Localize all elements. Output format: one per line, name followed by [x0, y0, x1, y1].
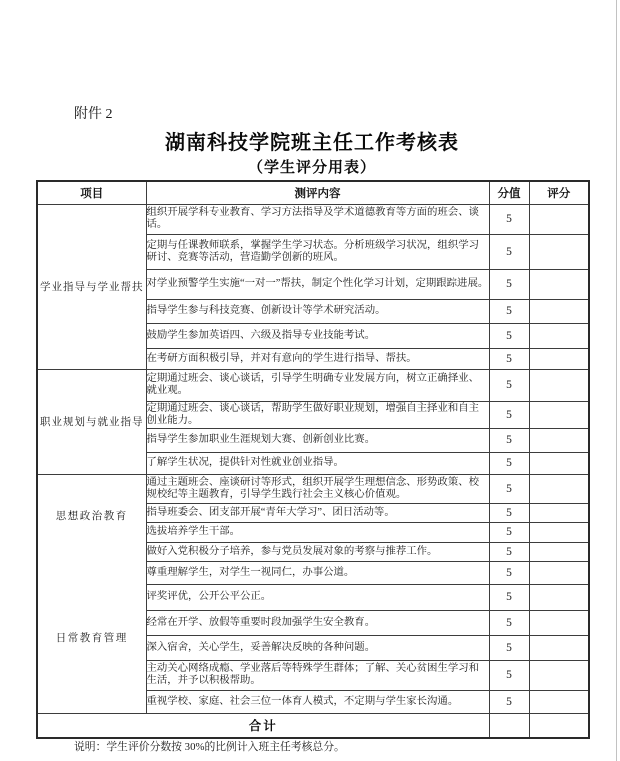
criteria-text: 评奖评优，公开公平公正。 — [146, 584, 489, 610]
column-header-item: 项目 — [37, 181, 146, 204]
criteria-text: 定期通过班会、谈心谈话，引导学生明确专业发展方向，树立正确择业、就业观。 — [146, 369, 489, 401]
assessment-table — [36, 180, 590, 739]
page-title: 湖南科技学院班主任工作考核表 — [165, 132, 459, 154]
table-row — [37, 369, 589, 401]
criteria-text: 主动关心网络成瘾、学业落后等特殊学生群体；了解、关心贫困生学习和生活，并予以积极帮助。 — [146, 660, 489, 690]
score-value: 5 — [489, 452, 529, 474]
criteria-text: 鼓励学生参加英语四、六级及指导专业技能考试。 — [146, 323, 489, 348]
score-value: 5 — [489, 561, 529, 584]
score-input-cell — [529, 635, 589, 660]
score-value: 5 — [489, 204, 529, 234]
page-subtitle: （学生评分用表） — [247, 160, 376, 176]
score-value: 5 — [489, 660, 529, 690]
score-value: 5 — [489, 522, 529, 542]
total-row — [37, 713, 589, 738]
category-label-daily-management: 日常教育管理 — [55, 632, 128, 644]
score-input-cell — [529, 452, 589, 474]
score-value: 5 — [489, 369, 529, 401]
category-cell-merged — [37, 474, 146, 713]
criteria-text: 指导学生参加职业生涯规划大赛、创新创业比赛。 — [146, 428, 489, 452]
score-input-cell — [529, 401, 589, 428]
score-value: 5 — [489, 584, 529, 610]
criteria-text: 组织开展学科专业教育、学习方法指导及学术道德教育等方面的班会、谈话。 — [146, 204, 489, 234]
criteria-text: 指导学生参与科技竞赛、创新设计等学术研究活动。 — [146, 299, 489, 323]
criteria-text: 定期与任课教师联系，掌握学生学习状态。分析班级学习状况，组织学习研讨、竞赛等活动，营造勤学创新的班风。 — [146, 234, 489, 269]
criteria-text: 经常在开学、放假等重要时段加强学生安全教育。 — [146, 610, 489, 635]
score-input-cell — [529, 348, 589, 369]
score-input-cell — [529, 323, 589, 348]
criteria-text: 尊重理解学生，对学生一视同仁，办事公道。 — [146, 561, 489, 584]
category-cell-academic-guidance: 学业指导与学业帮扶 — [37, 204, 146, 369]
total-score-value-cell — [489, 713, 529, 738]
score-input-cell — [529, 204, 589, 234]
score-value: 5 — [489, 323, 529, 348]
score-value: 5 — [489, 401, 529, 428]
score-input-cell — [529, 660, 589, 690]
criteria-text: 定期通过班会、谈心谈话，帮助学生做好职业规划，增强自主择业和自主创业能力。 — [146, 401, 489, 428]
column-header-content: 测评内容 — [146, 181, 489, 204]
score-input-cell — [529, 503, 589, 522]
score-value: 5 — [489, 503, 529, 522]
criteria-text: 重视学校、家庭、社会三位一体育人模式，不定期与学生家长沟通。 — [146, 690, 489, 713]
score-value: 5 — [489, 269, 529, 299]
score-value: 5 — [489, 610, 529, 635]
table-row — [37, 474, 589, 503]
score-value: 5 — [489, 428, 529, 452]
page-right-edge — [616, 0, 617, 761]
attachment-label: 附件 2 — [74, 107, 113, 122]
score-value: 5 — [489, 474, 529, 503]
total-label-cell: 合计 — [37, 713, 489, 738]
score-input-cell — [529, 474, 589, 503]
criteria-text: 对学业预警学生实施“一对一”帮扶，制定个性化学习计划，定期跟踪进展。 — [146, 269, 489, 299]
criteria-text: 通过主题班会、座谈研讨等形式，组织开展学生理想信念、形势政策、校规校纪等主题教育，引导学生践行社会主义核心价值观。 — [146, 474, 489, 503]
score-input-cell — [529, 428, 589, 452]
total-score-input-cell — [529, 713, 589, 738]
column-header-score-value: 分值 — [489, 181, 529, 204]
table-row — [37, 204, 589, 234]
criteria-text: 指导班委会、团支部开展“青年大学习”、团日活动等。 — [146, 503, 489, 522]
criteria-text: 在考研方面积极引导，并对有意向的学生进行指导、帮扶。 — [146, 348, 489, 369]
score-input-cell — [529, 610, 589, 635]
score-input-cell — [529, 369, 589, 401]
footnote: 说明：学生评价分数按 30%的比例计入班主任考核总分。 — [74, 741, 345, 753]
criteria-text: 做好入党积极分子培养，参与党员发展对象的考察与推荐工作。 — [146, 542, 489, 561]
score-value: 5 — [489, 690, 529, 713]
score-input-cell — [529, 690, 589, 713]
score-input-cell — [529, 584, 589, 610]
score-input-cell — [529, 269, 589, 299]
score-value: 5 — [489, 299, 529, 323]
criteria-text: 选拔培养学生干部。 — [146, 522, 489, 542]
table-header-row — [37, 181, 589, 204]
score-value: 5 — [489, 635, 529, 660]
category-label-ideological-political: 思想政治教育 — [55, 510, 128, 522]
column-header-score: 评分 — [529, 181, 589, 204]
score-value: 5 — [489, 542, 529, 561]
category-cell-career-planning: 职业规划与就业指导 — [37, 369, 146, 474]
score-value: 5 — [489, 348, 529, 369]
score-input-cell — [529, 234, 589, 269]
score-input-cell — [529, 561, 589, 584]
score-input-cell — [529, 542, 589, 561]
criteria-text: 了解学生状况，提供针对性就业创业指导。 — [146, 452, 489, 474]
score-input-cell — [529, 522, 589, 542]
score-input-cell — [529, 299, 589, 323]
criteria-text: 深入宿舍，关心学生，妥善解决反映的各种问题。 — [146, 635, 489, 660]
score-value: 5 — [489, 234, 529, 269]
